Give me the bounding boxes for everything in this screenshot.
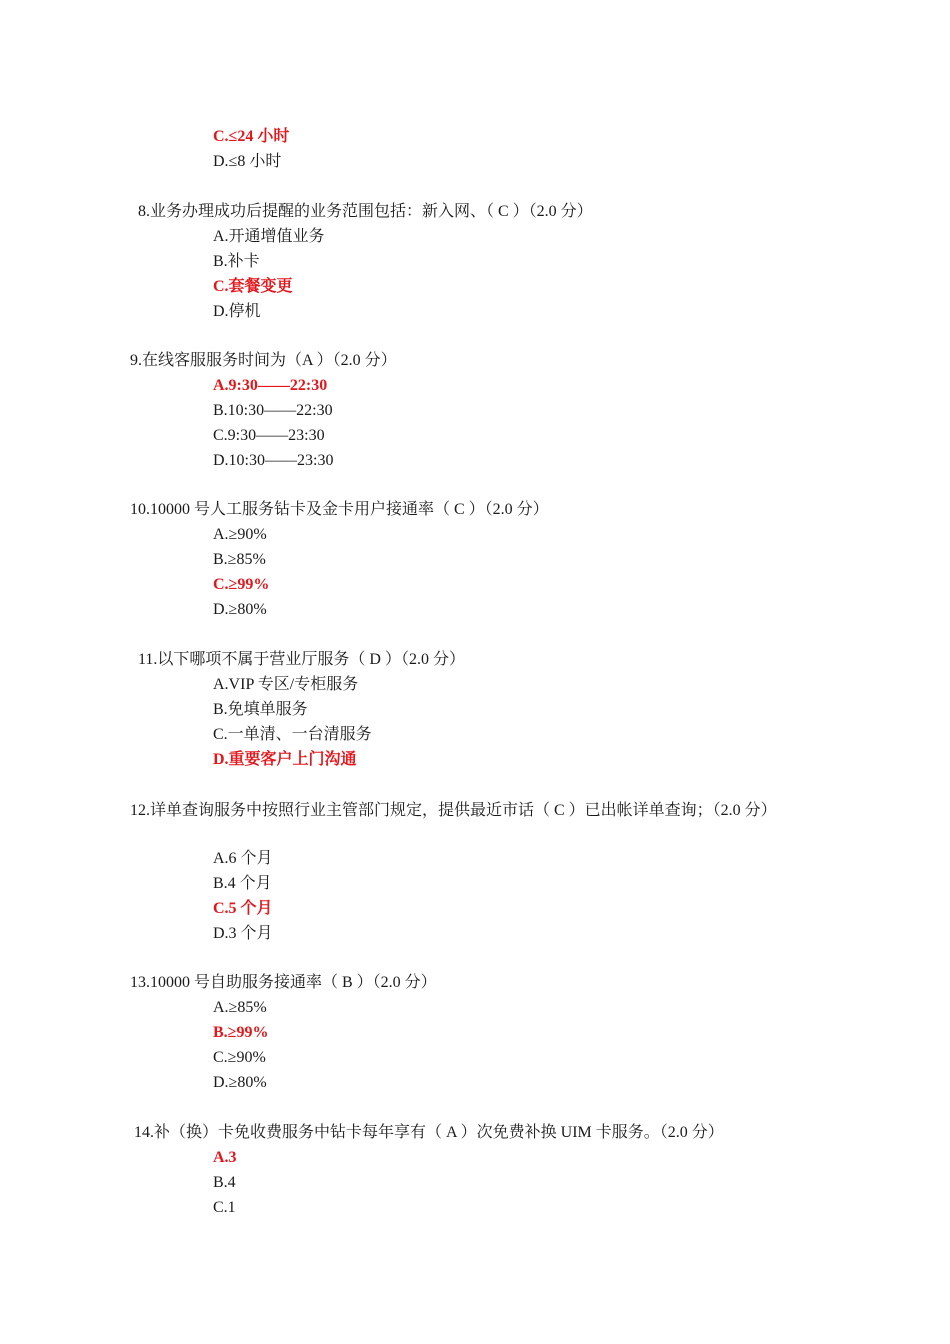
option-7-d: D.≤8 小时	[213, 153, 282, 170]
question-14: 14.补（换）卡免收费服务中钻卡每年享有（ A ）次免费补换 UIM 卡服务。（2.0 分）	[134, 1124, 724, 1141]
option-12-c: C.5 个月	[213, 900, 273, 917]
question-11: 11.以下哪项不属于营业厅服务（ D ）（2.0 分）	[138, 651, 465, 668]
option-10-a: A.≥90%	[213, 526, 267, 543]
option-12-b: B.4 个月	[213, 875, 272, 892]
option-9-c: C.9:30——23:30	[213, 427, 325, 444]
option-8-c: C.套餐变更	[213, 278, 293, 295]
option-13-c: C.≥90%	[213, 1049, 266, 1066]
option-10-d: D.≥80%	[213, 601, 267, 618]
option-13-a: A.≥85%	[213, 999, 267, 1016]
option-9-d: D.10:30——23:30	[213, 452, 334, 469]
question-9: 9.在线客服服务时间为（A ）（2.0 分）	[130, 352, 397, 369]
question-12: 12.详单查询服务中按照行业主管部门规定，提供最近市话（ C ）已出帐详单查询；（2.0 分）	[130, 802, 777, 819]
option-11-a: A.VIP 专区/专柜服务	[213, 676, 359, 693]
option-13-b: B.≥99%	[213, 1024, 269, 1041]
option-7-c: C.≤24 小时	[213, 128, 290, 145]
option-10-b: B.≥85%	[213, 551, 266, 568]
option-11-c: C.一单清、一台清服务	[213, 726, 372, 743]
option-8-a: A.开通增值业务	[213, 228, 325, 245]
option-11-b: B.免填单服务	[213, 701, 308, 718]
option-14-c: C.1	[213, 1199, 236, 1216]
option-12-d: D.3 个月	[213, 925, 273, 942]
option-13-d: D.≥80%	[213, 1074, 267, 1091]
option-9-b: B.10:30——22:30	[213, 402, 333, 419]
question-10: 10.10000 号人工服务钻卡及金卡用户接通率（ C ）（2.0 分）	[130, 501, 549, 518]
option-14-a: A.3	[213, 1149, 237, 1166]
option-8-d: D.停机	[213, 303, 261, 320]
option-8-b: B.补卡	[213, 253, 260, 270]
option-12-a: A.6 个月	[213, 850, 273, 867]
question-8: 8.业务办理成功后提醒的业务范围包括：新入网、（ C ）（2.0 分）	[138, 203, 593, 220]
option-9-a: A.9:30——22:30	[213, 377, 328, 394]
question-13: 13.10000 号自助服务接通率（ B ）（2.0 分）	[130, 974, 437, 991]
option-14-b: B.4	[213, 1174, 236, 1191]
option-11-d: D.重要客户上门沟通	[213, 751, 357, 768]
option-10-c: C.≥99%	[213, 576, 270, 593]
